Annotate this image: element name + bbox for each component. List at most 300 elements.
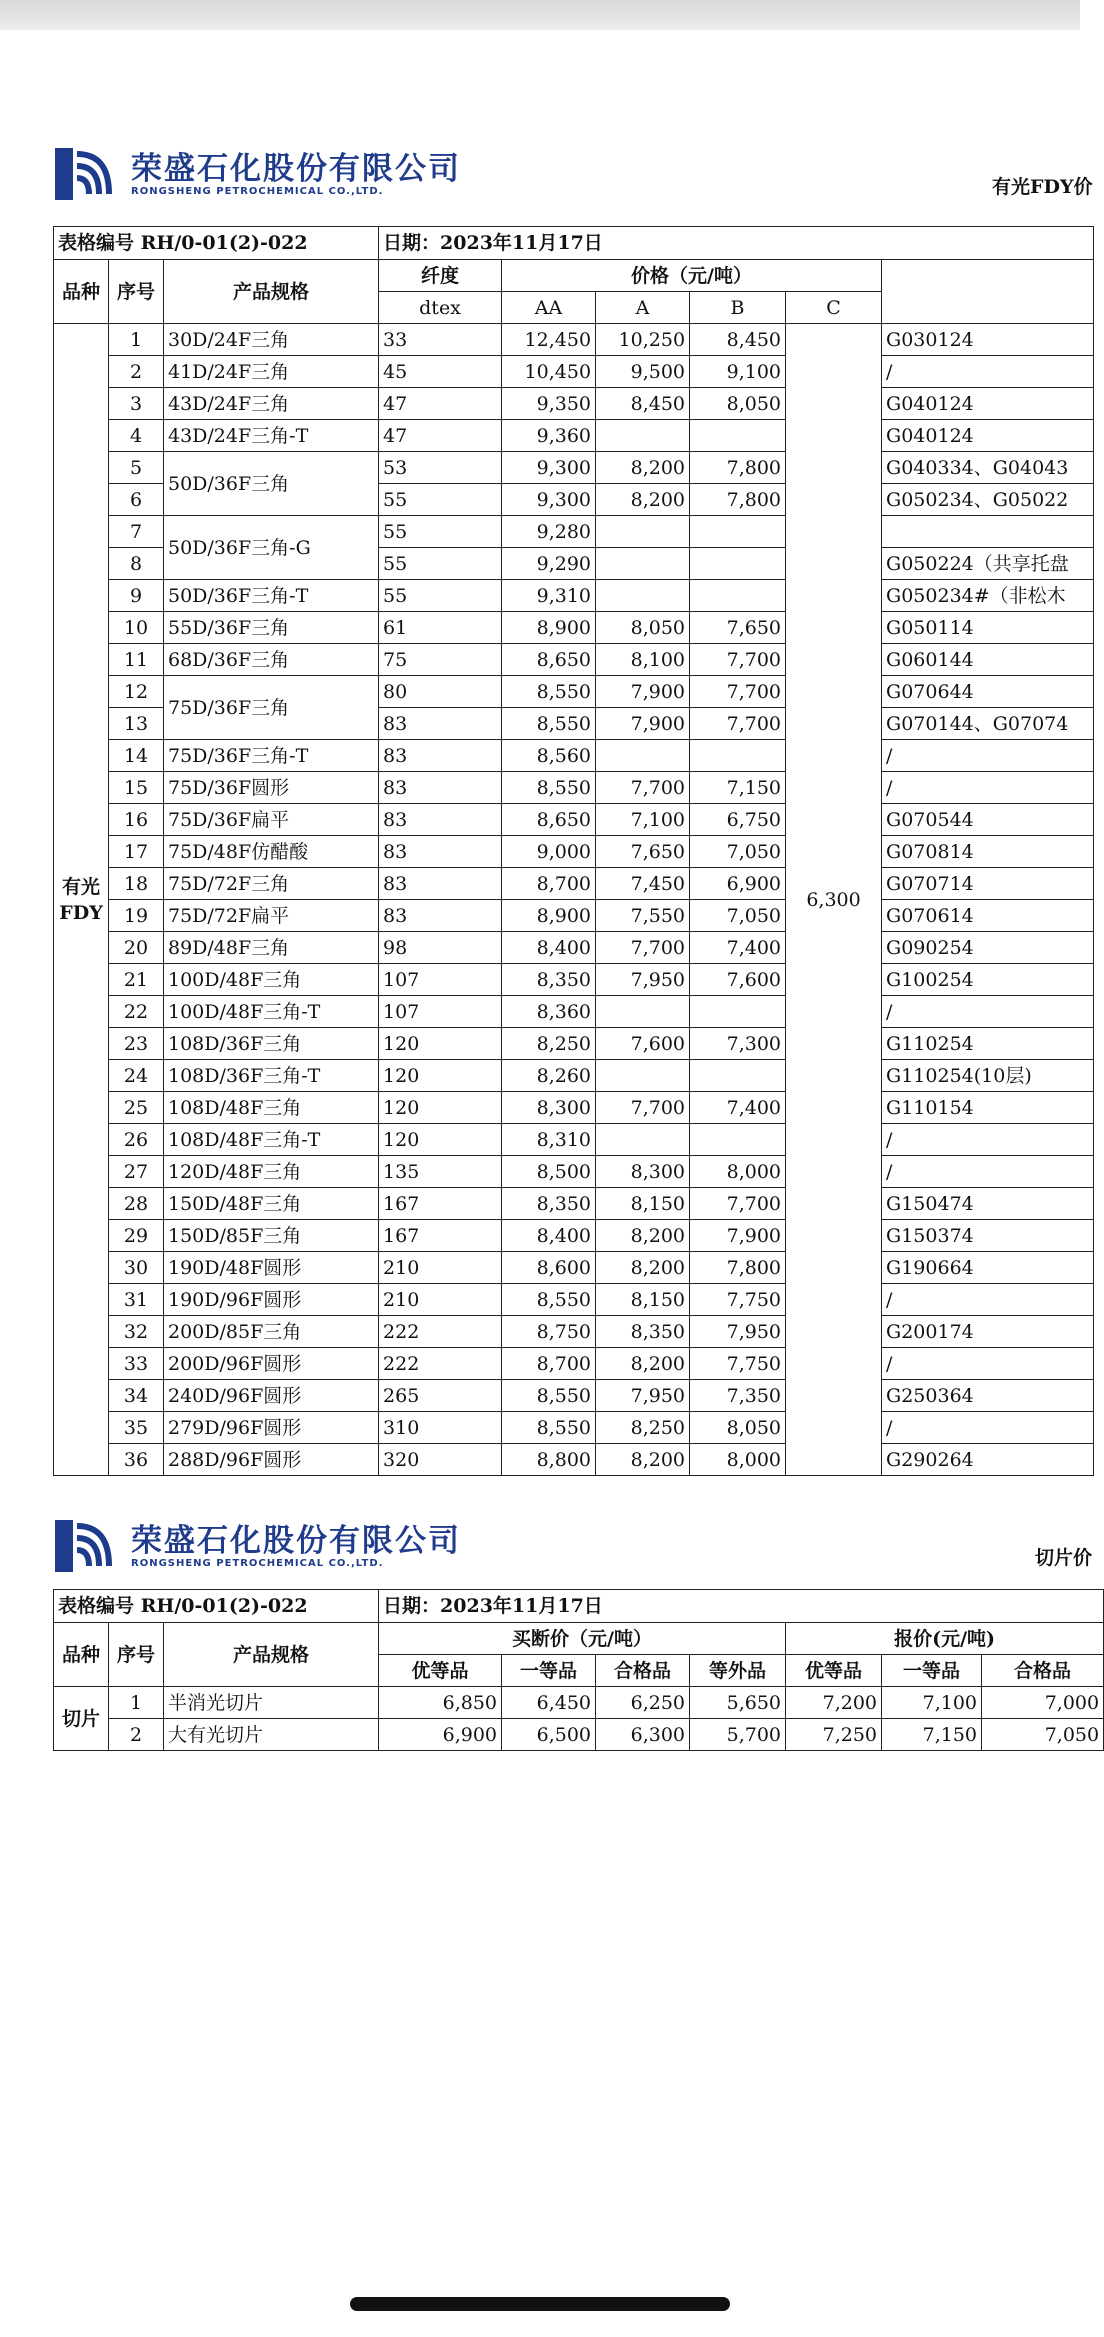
price-a-cell: 7,700 <box>596 1092 690 1124</box>
seq-cell: 36 <box>109 1444 164 1476</box>
seq-cell: 33 <box>109 1348 164 1380</box>
header-b: B <box>690 292 786 324</box>
product-code-cell: G050234、G05022 <box>882 484 1094 516</box>
table-row <box>54 836 1094 868</box>
price-a-cell: 10,250 <box>596 324 690 356</box>
dtex-cell: 33 <box>379 324 502 356</box>
spec-cell: 半消光切片 <box>164 1687 379 1719</box>
table-row <box>54 964 1094 996</box>
product-code-cell: / <box>882 1156 1094 1188</box>
price-aa-cell: 8,550 <box>502 772 596 804</box>
price-a-cell: 9,500 <box>596 356 690 388</box>
price-aa-cell: 10,450 <box>502 356 596 388</box>
date-label: 日期：2023年11月17日 <box>379 1590 1104 1623</box>
price-b-cell: 7,700 <box>690 676 786 708</box>
price-b-cell: 7,750 <box>690 1284 786 1316</box>
product-code-cell: / <box>882 996 1094 1028</box>
price-a-cell: 8,250 <box>596 1412 690 1444</box>
price-a-cell: 8,350 <box>596 1316 690 1348</box>
header-quote-first: 一等品 <box>882 1655 982 1687</box>
product-code-cell: / <box>882 772 1094 804</box>
header-buyout-premium: 优等品 <box>379 1655 502 1687</box>
company-logo <box>55 148 461 200</box>
price-aa-cell: 8,600 <box>502 1252 596 1284</box>
dtex-cell: 265 <box>379 1380 502 1412</box>
dtex-cell: 320 <box>379 1444 502 1476</box>
price-b-cell <box>690 1060 786 1092</box>
dtex-cell: 167 <box>379 1188 502 1220</box>
price-a-cell: 8,200 <box>596 484 690 516</box>
product-code-cell: G100254 <box>882 964 1094 996</box>
home-indicator[interactable] <box>350 2297 730 2311</box>
header-buyout-offgrade: 等外品 <box>690 1655 786 1687</box>
price-b-cell: 7,700 <box>690 708 786 740</box>
price-a-cell: 7,450 <box>596 868 690 900</box>
dtex-cell: 120 <box>379 1028 502 1060</box>
seq-cell: 15 <box>109 772 164 804</box>
price-aa-cell: 8,260 <box>502 1060 596 1092</box>
price-a-cell <box>596 516 690 548</box>
price-aa-cell: 8,550 <box>502 708 596 740</box>
price-b-cell: 7,950 <box>690 1316 786 1348</box>
price-b-cell: 6,750 <box>690 804 786 836</box>
spec-cell: 50D/36F三角-T <box>164 580 379 612</box>
company-name-cn: 荣盛石化股份有限公司 <box>131 150 461 187</box>
price-a-cell: 8,200 <box>596 452 690 484</box>
price-aa-cell: 8,400 <box>502 932 596 964</box>
product-code-cell: / <box>882 1348 1094 1380</box>
table-row <box>54 772 1094 804</box>
table-row <box>54 1380 1094 1412</box>
product-code-cell: G090254 <box>882 932 1094 964</box>
price-aa-cell: 9,000 <box>502 836 596 868</box>
price-a-cell <box>596 740 690 772</box>
price-b-cell: 8,050 <box>690 1412 786 1444</box>
table-row <box>54 1220 1094 1252</box>
seq-cell: 2 <box>109 356 164 388</box>
header-seq: 序号 <box>109 260 164 324</box>
table-row <box>54 1412 1094 1444</box>
spec-cell: 75D/48F仿醋酸 <box>164 836 379 868</box>
spec-cell: 大有光切片 <box>164 1719 379 1751</box>
dtex-cell: 83 <box>379 868 502 900</box>
price-b-cell: 7,050 <box>690 900 786 932</box>
quote-qualified-cell: 7,050 <box>982 1719 1104 1751</box>
spec-cell: 108D/48F三角 <box>164 1092 379 1124</box>
price-a-cell: 7,900 <box>596 708 690 740</box>
header-variety: 品种 <box>54 260 109 324</box>
seq-cell: 20 <box>109 932 164 964</box>
table-row <box>54 1316 1094 1348</box>
seq-cell: 30 <box>109 1252 164 1284</box>
product-code-cell: G150474 <box>882 1188 1094 1220</box>
price-aa-cell: 9,350 <box>502 388 596 420</box>
price-aa-cell: 8,700 <box>502 1348 596 1380</box>
seq-cell: 1 <box>109 1687 164 1719</box>
price-b-cell: 7,150 <box>690 772 786 804</box>
price-b-cell: 6,900 <box>690 868 786 900</box>
price-aa-cell: 8,550 <box>502 1284 596 1316</box>
price-aa-cell: 8,400 <box>502 1220 596 1252</box>
price-aa-cell: 8,360 <box>502 996 596 1028</box>
dtex-cell: 98 <box>379 932 502 964</box>
spec-cell: 120D/48F三角 <box>164 1156 379 1188</box>
price-b-cell: 8,050 <box>690 388 786 420</box>
spec-cell: 190D/48F圆形 <box>164 1252 379 1284</box>
spec-cell: 55D/36F三角 <box>164 612 379 644</box>
price-a-cell <box>596 420 690 452</box>
price-aa-cell: 12,450 <box>502 324 596 356</box>
price-b-cell: 8,000 <box>690 1444 786 1476</box>
product-code-cell: G290264 <box>882 1444 1094 1476</box>
table-row <box>54 452 1094 484</box>
table-row <box>54 1028 1094 1060</box>
table-row <box>54 1719 1104 1751</box>
price-b-cell: 7,800 <box>690 452 786 484</box>
price-aa-cell: 9,310 <box>502 580 596 612</box>
spec-cell: 75D/36F圆形 <box>164 772 379 804</box>
price-a-cell: 7,700 <box>596 772 690 804</box>
table-row <box>54 388 1094 420</box>
product-code-cell: / <box>882 356 1094 388</box>
fdy-price-table <box>53 226 1094 1476</box>
seq-cell: 34 <box>109 1380 164 1412</box>
dtex-cell: 310 <box>379 1412 502 1444</box>
dtex-cell: 107 <box>379 964 502 996</box>
table-row <box>54 516 1094 548</box>
price-b-cell <box>690 996 786 1028</box>
seq-cell: 26 <box>109 1124 164 1156</box>
spec-cell: 75D/36F三角 <box>164 676 379 740</box>
price-aa-cell: 8,250 <box>502 1028 596 1060</box>
quote-premium-cell: 7,200 <box>786 1687 882 1719</box>
spec-cell: 108D/36F三角-T <box>164 1060 379 1092</box>
dtex-cell: 47 <box>379 388 502 420</box>
price-a-cell <box>596 996 690 1028</box>
window-top-bar <box>0 0 1080 30</box>
table-row <box>54 900 1094 932</box>
price-aa-cell: 8,650 <box>502 804 596 836</box>
dtex-cell: 53 <box>379 452 502 484</box>
header-quote: 报价(元/吨) <box>786 1623 1104 1655</box>
price-b-cell: 7,800 <box>690 484 786 516</box>
price-b-cell: 7,900 <box>690 1220 786 1252</box>
dtex-cell: 107 <box>379 996 502 1028</box>
company-name-en: RONGSHENG PETROCHEMICAL CO.,LTD. <box>131 1557 384 1569</box>
spec-cell: 190D/96F圆形 <box>164 1284 379 1316</box>
dtex-cell: 83 <box>379 804 502 836</box>
seq-cell: 18 <box>109 868 164 900</box>
price-b-cell: 7,400 <box>690 932 786 964</box>
product-code-cell: G040334、G04043 <box>882 452 1094 484</box>
product-code-cell: / <box>882 1412 1094 1444</box>
dtex-cell: 83 <box>379 900 502 932</box>
seq-cell: 24 <box>109 1060 164 1092</box>
table-row <box>54 868 1094 900</box>
product-code-cell: G250364 <box>882 1380 1094 1412</box>
price-b-cell: 7,400 <box>690 1092 786 1124</box>
product-code-cell: G150374 <box>882 1220 1094 1252</box>
price-b-cell: 7,300 <box>690 1028 786 1060</box>
price-aa-cell: 8,750 <box>502 1316 596 1348</box>
quote-first-cell: 7,150 <box>882 1719 982 1751</box>
header-dtex: dtex <box>379 292 502 324</box>
price-a-cell: 7,600 <box>596 1028 690 1060</box>
table-row <box>54 1124 1094 1156</box>
price-b-cell: 7,650 <box>690 612 786 644</box>
spec-cell: 75D/36F三角-T <box>164 740 379 772</box>
price-a-cell: 8,150 <box>596 1284 690 1316</box>
dtex-cell: 83 <box>379 740 502 772</box>
price-b-cell <box>690 580 786 612</box>
spec-cell: 200D/96F圆形 <box>164 1348 379 1380</box>
seq-cell: 3 <box>109 388 164 420</box>
seq-cell: 19 <box>109 900 164 932</box>
buyout-premium-cell: 6,850 <box>379 1687 502 1719</box>
price-a-cell <box>596 580 690 612</box>
product-code-cell: / <box>882 1124 1094 1156</box>
dtex-cell: 210 <box>379 1252 502 1284</box>
product-code-cell: G050114 <box>882 612 1094 644</box>
product-code-cell: G200174 <box>882 1316 1094 1348</box>
header-c: C <box>786 292 882 324</box>
header-a: A <box>596 292 690 324</box>
buyout-premium-cell: 6,900 <box>379 1719 502 1751</box>
seq-cell: 12 <box>109 676 164 708</box>
header-buyout: 买断价（元/吨） <box>379 1623 786 1655</box>
price-aa-cell: 9,300 <box>502 452 596 484</box>
price-aa-cell: 8,550 <box>502 1380 596 1412</box>
product-code-cell: / <box>882 1284 1094 1316</box>
header-price: 价格（元/吨） <box>502 260 882 292</box>
seq-cell: 29 <box>109 1220 164 1252</box>
seq-cell: 5 <box>109 452 164 484</box>
spec-cell: 50D/36F三角 <box>164 452 379 516</box>
dtex-cell: 210 <box>379 1284 502 1316</box>
product-code-cell: G070544 <box>882 804 1094 836</box>
spec-cell: 43D/24F三角 <box>164 388 379 420</box>
product-code-cell: G110254 <box>882 1028 1094 1060</box>
seq-cell: 22 <box>109 996 164 1028</box>
price-a-cell: 7,700 <box>596 932 690 964</box>
header-spec: 产品规格 <box>164 1623 379 1687</box>
product-code-cell: G050234#（非松木 <box>882 580 1094 612</box>
buyout-first-cell: 6,500 <box>502 1719 596 1751</box>
table-row <box>54 1188 1094 1220</box>
dtex-cell: 47 <box>379 420 502 452</box>
product-code-cell: G030124 <box>882 324 1094 356</box>
price-a-cell <box>596 1060 690 1092</box>
spec-cell: 75D/72F三角 <box>164 868 379 900</box>
price-a-cell: 8,300 <box>596 1156 690 1188</box>
buyout-qualified-cell: 6,300 <box>596 1719 690 1751</box>
seq-cell: 2 <box>109 1719 164 1751</box>
price-a-cell: 8,200 <box>596 1220 690 1252</box>
table-row <box>54 1060 1094 1092</box>
buyout-qualified-cell: 6,250 <box>596 1687 690 1719</box>
header-seq: 序号 <box>109 1623 164 1687</box>
chips-price-table <box>53 1589 1104 1751</box>
header-buyout-qualified: 合格品 <box>596 1655 690 1687</box>
seq-cell: 28 <box>109 1188 164 1220</box>
spec-cell: 50D/36F三角-G <box>164 516 379 580</box>
product-code-cell: G040124 <box>882 420 1094 452</box>
header-quote-premium: 优等品 <box>786 1655 882 1687</box>
dtex-cell: 75 <box>379 644 502 676</box>
price-b-cell <box>690 740 786 772</box>
dtex-cell: 55 <box>379 548 502 580</box>
price-aa-cell: 8,900 <box>502 612 596 644</box>
fdy-price-title: 有光FDY价 <box>992 176 1093 198</box>
seq-cell: 1 <box>109 324 164 356</box>
dtex-cell: 83 <box>379 708 502 740</box>
dtex-cell: 55 <box>379 580 502 612</box>
table-row <box>54 1444 1094 1476</box>
product-code-cell: / <box>882 740 1094 772</box>
price-aa-cell: 8,300 <box>502 1092 596 1124</box>
price-a-cell: 8,050 <box>596 612 690 644</box>
spec-cell: 41D/24F三角 <box>164 356 379 388</box>
price-b-cell: 7,050 <box>690 836 786 868</box>
header-quote-qualified: 合格品 <box>982 1655 1104 1687</box>
table-row <box>54 1284 1094 1316</box>
table-row <box>54 804 1094 836</box>
price-aa-cell: 8,350 <box>502 1188 596 1220</box>
product-code-cell: G040124 <box>882 388 1094 420</box>
price-b-cell: 8,000 <box>690 1156 786 1188</box>
seq-cell: 6 <box>109 484 164 516</box>
product-code-cell: G190664 <box>882 1252 1094 1284</box>
price-a-cell: 8,200 <box>596 1252 690 1284</box>
dtex-cell: 135 <box>379 1156 502 1188</box>
price-aa-cell: 9,300 <box>502 484 596 516</box>
table-row <box>54 1156 1094 1188</box>
product-code-cell: G060144 <box>882 644 1094 676</box>
dtex-cell: 83 <box>379 836 502 868</box>
seq-cell: 16 <box>109 804 164 836</box>
table-row <box>54 612 1094 644</box>
price-aa-cell: 8,350 <box>502 964 596 996</box>
spec-cell: 108D/36F三角 <box>164 1028 379 1060</box>
price-a-cell: 7,950 <box>596 964 690 996</box>
price-aa-cell: 8,310 <box>502 1124 596 1156</box>
quote-first-cell: 7,100 <box>882 1687 982 1719</box>
quote-premium-cell: 7,250 <box>786 1719 882 1751</box>
price-a-cell: 8,100 <box>596 644 690 676</box>
seq-cell: 8 <box>109 548 164 580</box>
dtex-cell: 83 <box>379 772 502 804</box>
table-row <box>54 420 1094 452</box>
variety-cell: 切片 <box>54 1687 109 1751</box>
product-code-cell: G070144、G07074 <box>882 708 1094 740</box>
price-b-cell: 8,450 <box>690 324 786 356</box>
header-fineness: 纤度 <box>379 260 502 292</box>
form-number: 表格编号 RH/0-01(2)-022 <box>54 227 379 260</box>
price-aa-cell: 8,800 <box>502 1444 596 1476</box>
seq-cell: 14 <box>109 740 164 772</box>
price-aa-cell: 8,650 <box>502 644 596 676</box>
table-row <box>54 324 1094 356</box>
table-row <box>54 580 1094 612</box>
spec-cell: 108D/48F三角-T <box>164 1124 379 1156</box>
quote-qualified-cell: 7,000 <box>982 1687 1104 1719</box>
dtex-cell: 120 <box>379 1092 502 1124</box>
price-b-cell: 7,750 <box>690 1348 786 1380</box>
table-row <box>54 996 1094 1028</box>
form-number: 表格编号 RH/0-01(2)-022 <box>54 1590 379 1623</box>
price-a-cell: 7,100 <box>596 804 690 836</box>
variety-cell: 有光 FDY <box>54 324 109 1476</box>
header-variety: 品种 <box>54 1623 109 1687</box>
seq-cell: 9 <box>109 580 164 612</box>
price-b-cell <box>690 516 786 548</box>
seq-cell: 21 <box>109 964 164 996</box>
logo-mark <box>55 1520 73 1572</box>
price-b-cell: 7,700 <box>690 1188 786 1220</box>
price-a-cell: 7,950 <box>596 1380 690 1412</box>
table-row <box>54 644 1094 676</box>
seq-cell: 10 <box>109 612 164 644</box>
price-aa-cell: 8,560 <box>502 740 596 772</box>
price-aa-cell: 9,290 <box>502 548 596 580</box>
product-code-cell: G110154 <box>882 1092 1094 1124</box>
seq-cell: 23 <box>109 1028 164 1060</box>
table-row <box>54 1348 1094 1380</box>
seq-cell: 25 <box>109 1092 164 1124</box>
product-code-cell: G050224（共享托盘 <box>882 548 1094 580</box>
seq-cell: 17 <box>109 836 164 868</box>
spec-cell: 100D/48F三角-T <box>164 996 379 1028</box>
logo-mark <box>55 148 73 200</box>
price-a-cell: 8,450 <box>596 388 690 420</box>
price-aa-cell: 8,550 <box>502 1412 596 1444</box>
spec-cell: 75D/72F扁平 <box>164 900 379 932</box>
seq-cell: 32 <box>109 1316 164 1348</box>
spec-cell: 30D/24F三角 <box>164 324 379 356</box>
product-code-cell <box>882 516 1094 548</box>
price-aa-cell: 9,280 <box>502 516 596 548</box>
buyout-offgrade-cell: 5,700 <box>690 1719 786 1751</box>
seq-cell: 11 <box>109 644 164 676</box>
chips-price-title: 切片价 <box>1035 1547 1093 1569</box>
dtex-cell: 61 <box>379 612 502 644</box>
price-b-cell: 7,700 <box>690 644 786 676</box>
price-a-cell: 8,200 <box>596 1348 690 1380</box>
price-b-cell: 7,600 <box>690 964 786 996</box>
price-aa-cell: 8,500 <box>502 1156 596 1188</box>
table-row <box>54 1092 1094 1124</box>
spec-cell: 75D/36F扁平 <box>164 804 379 836</box>
dtex-cell: 167 <box>379 1220 502 1252</box>
dtex-cell: 45 <box>379 356 502 388</box>
price-a-cell: 8,150 <box>596 1188 690 1220</box>
seq-cell: 13 <box>109 708 164 740</box>
spec-cell: 68D/36F三角 <box>164 644 379 676</box>
logo-arcs-icon <box>73 148 123 200</box>
spec-cell: 43D/24F三角-T <box>164 420 379 452</box>
buyout-offgrade-cell: 5,650 <box>690 1687 786 1719</box>
dtex-cell: 222 <box>379 1316 502 1348</box>
product-code-cell: G110254(10层) <box>882 1060 1094 1092</box>
header-buyout-first: 一等品 <box>502 1655 596 1687</box>
company-name-cn: 荣盛石化股份有限公司 <box>131 1522 461 1559</box>
price-a-cell: 7,650 <box>596 836 690 868</box>
price-b-cell <box>690 1124 786 1156</box>
dtex-cell: 55 <box>379 516 502 548</box>
product-code-cell: G070814 <box>882 836 1094 868</box>
dtex-cell: 55 <box>379 484 502 516</box>
spec-cell: 100D/48F三角 <box>164 964 379 996</box>
